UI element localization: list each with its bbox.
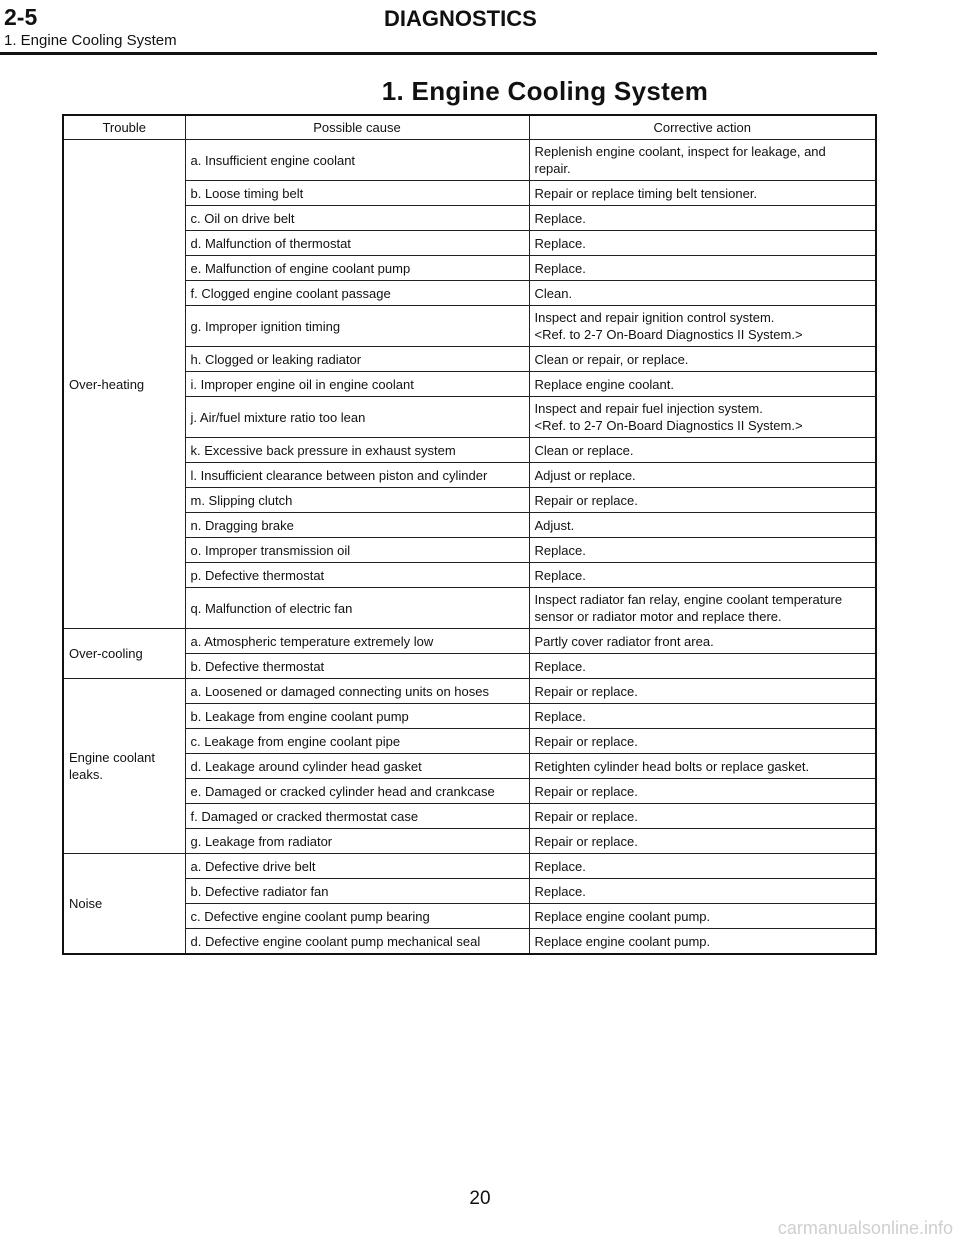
table-row <box>63 513 876 538</box>
table-row <box>63 879 876 904</box>
action-line: Replenish engine coolant, inspect for leakage, and <box>534 144 826 159</box>
action-line: Repair or replace. <box>534 808 638 824</box>
action-line: Replace. <box>534 260 586 276</box>
action-line: Replace engine coolant. <box>534 376 674 392</box>
table-row <box>63 563 876 588</box>
table-row <box>63 629 876 654</box>
page-title: 1. Engine Cooling System <box>381 76 709 106</box>
cause-cell: k. Excessive back pressure in exhaust system <box>185 438 529 463</box>
action-line: Partly cover radiator front area. <box>534 633 714 649</box>
action-cell <box>529 654 876 679</box>
table-row <box>63 729 876 754</box>
cause-cell: f. Damaged or cracked thermostat case <box>185 804 529 829</box>
action-cell <box>529 306 876 347</box>
action-line: Adjust or replace. <box>534 467 636 483</box>
table-row <box>63 588 876 629</box>
action-line: <Ref. to 2-7 On-Board Diagnostics II System.> <box>534 418 803 433</box>
action-cell <box>529 206 876 231</box>
cause-cell: g. Leakage from radiator <box>185 829 529 854</box>
table-row <box>63 206 876 231</box>
table-row <box>63 231 876 256</box>
table-row <box>63 372 876 397</box>
action-cell <box>529 563 876 588</box>
action-line: sensor or radiator motor and replace there. <box>534 609 782 624</box>
table-row <box>63 347 876 372</box>
cause-cell: a. Insufficient engine coolant <box>185 140 529 181</box>
action-line: Repair or replace. <box>534 783 638 799</box>
action-line: Repair or replace. <box>534 733 638 749</box>
action-cell <box>529 372 876 397</box>
cause-cell: p. Defective thermostat <box>185 563 529 588</box>
cause-cell: o. Improper transmission oil <box>185 538 529 563</box>
action-line: Inspect radiator fan relay, engine coolant temperature <box>534 592 843 607</box>
action-line: Clean. <box>534 285 573 301</box>
action-cell <box>529 397 876 438</box>
action-cell <box>529 779 876 804</box>
action-line: Inspect and repair ignition control system. <box>534 310 775 325</box>
action-line: Replace. <box>534 883 586 899</box>
action-cell <box>529 588 876 629</box>
action-line: Clean or replace. <box>534 442 634 458</box>
cause-cell: a. Loosened or damaged connecting units on hoses <box>185 679 529 704</box>
table-row <box>63 463 876 488</box>
cause-cell: a. Atmospheric temperature extremely low <box>185 629 529 654</box>
table-row <box>63 704 876 729</box>
action-line: Replace. <box>534 235 586 251</box>
cause-cell: n. Dragging brake <box>185 513 529 538</box>
table-row <box>63 829 876 854</box>
cause-cell: f. Clogged engine coolant passage <box>185 281 529 306</box>
table-row <box>63 256 876 281</box>
action-cell <box>529 231 876 256</box>
action-line: Inspect and repair fuel injection system. <box>534 401 763 416</box>
action-cell <box>529 438 876 463</box>
cause-cell: g. Improper ignition timing <box>185 306 529 347</box>
table-row <box>63 654 876 679</box>
diagnostics-table <box>62 114 877 955</box>
cause-cell: i. Improper engine oil in engine coolant <box>185 372 529 397</box>
action-line: Repair or replace. <box>534 492 638 508</box>
action-cell <box>529 729 876 754</box>
action-line: Repair or replace. <box>534 833 638 849</box>
action-line: Retighten cylinder head bolts or replace gasket. <box>534 758 810 774</box>
cause-cell: b. Defective radiator fan <box>185 879 529 904</box>
action-cell <box>529 281 876 306</box>
cause-cell: m. Slipping clutch <box>185 488 529 513</box>
cause-cell: c. Defective engine coolant pump bearing <box>185 904 529 929</box>
action-cell <box>529 538 876 563</box>
cause-cell: c. Oil on drive belt <box>185 206 529 231</box>
column-header-corrective-action: Corrective action <box>529 115 876 140</box>
watermark: carmanualsonline.info <box>777 1218 953 1238</box>
table-body <box>63 140 876 955</box>
cause-cell: d. Malfunction of thermostat <box>185 231 529 256</box>
cause-cell: b. Defective thermostat <box>185 654 529 679</box>
action-line: Replace engine coolant pump. <box>534 933 711 949</box>
table-row <box>63 538 876 563</box>
action-line: Adjust. <box>534 517 575 533</box>
cause-cell: e. Malfunction of engine coolant pump <box>185 256 529 281</box>
action-line: Replace. <box>534 542 586 558</box>
table-row <box>63 438 876 463</box>
table-row <box>63 281 876 306</box>
trouble-cell: Engine coolant leaks. <box>63 679 185 854</box>
action-cell <box>529 904 876 929</box>
trouble-cell: Over-cooling <box>63 629 185 679</box>
cause-cell: l. Insufficient clearance between piston and cylinder <box>185 463 529 488</box>
column-header-trouble: Trouble <box>63 115 185 140</box>
action-line: Replace. <box>534 708 586 724</box>
action-line: Repair or replace timing belt tensioner. <box>534 185 758 201</box>
action-cell <box>529 347 876 372</box>
action-cell <box>529 829 876 854</box>
table-row <box>63 306 876 347</box>
action-cell <box>529 804 876 829</box>
chapter-title: DIAGNOSTICS <box>384 6 537 31</box>
action-cell <box>529 488 876 513</box>
table-row <box>63 804 876 829</box>
action-line: Replace. <box>534 210 586 226</box>
cause-cell: d. Defective engine coolant pump mechanical seal <box>185 929 529 955</box>
action-cell <box>529 256 876 281</box>
cause-cell: h. Clogged or leaking radiator <box>185 347 529 372</box>
trouble-cell: Over-heating <box>63 140 185 629</box>
action-cell <box>529 854 876 879</box>
action-cell <box>529 704 876 729</box>
table-row <box>63 397 876 438</box>
cause-cell: q. Malfunction of electric fan <box>185 588 529 629</box>
action-line: Replace. <box>534 567 586 583</box>
trouble-cell: Noise <box>63 854 185 955</box>
action-line: Replace. <box>534 658 586 674</box>
action-line: <Ref. to 2-7 On-Board Diagnostics II System.> <box>534 327 803 342</box>
table-header-row <box>63 115 876 140</box>
action-cell <box>529 629 876 654</box>
section-number: 2-5 <box>4 4 38 30</box>
action-cell <box>529 140 876 181</box>
action-cell <box>529 181 876 206</box>
table-row <box>63 488 876 513</box>
section-subtitle: 1. Engine Cooling System <box>4 32 177 49</box>
table-row <box>63 754 876 779</box>
cause-cell: b. Loose timing belt <box>185 181 529 206</box>
table-row <box>63 679 876 704</box>
cause-cell: e. Damaged or cracked cylinder head and crankcase <box>185 779 529 804</box>
table-row <box>63 854 876 879</box>
action-cell <box>529 879 876 904</box>
table-row <box>63 904 876 929</box>
action-line: Replace engine coolant pump. <box>534 908 711 924</box>
column-header-possible-cause: Possible cause <box>185 115 529 140</box>
cause-cell: b. Leakage from engine coolant pump <box>185 704 529 729</box>
cause-cell: c. Leakage from engine coolant pipe <box>185 729 529 754</box>
action-cell <box>529 679 876 704</box>
table-row <box>63 779 876 804</box>
table-row <box>63 181 876 206</box>
action-line: repair. <box>534 161 571 176</box>
action-line: Repair or replace. <box>534 683 638 699</box>
cause-cell: a. Defective drive belt <box>185 854 529 879</box>
table-row <box>63 140 876 181</box>
header-rule <box>0 52 877 55</box>
action-cell <box>529 513 876 538</box>
page-number: 20 <box>469 1188 491 1209</box>
action-cell <box>529 929 876 955</box>
cause-cell: d. Leakage around cylinder head gasket <box>185 754 529 779</box>
table-row <box>63 929 876 955</box>
action-cell <box>529 463 876 488</box>
cause-cell: j. Air/fuel mixture ratio too lean <box>185 397 529 438</box>
action-line: Clean or repair, or replace. <box>534 351 689 367</box>
action-cell <box>529 754 876 779</box>
action-line: Replace. <box>534 858 586 874</box>
